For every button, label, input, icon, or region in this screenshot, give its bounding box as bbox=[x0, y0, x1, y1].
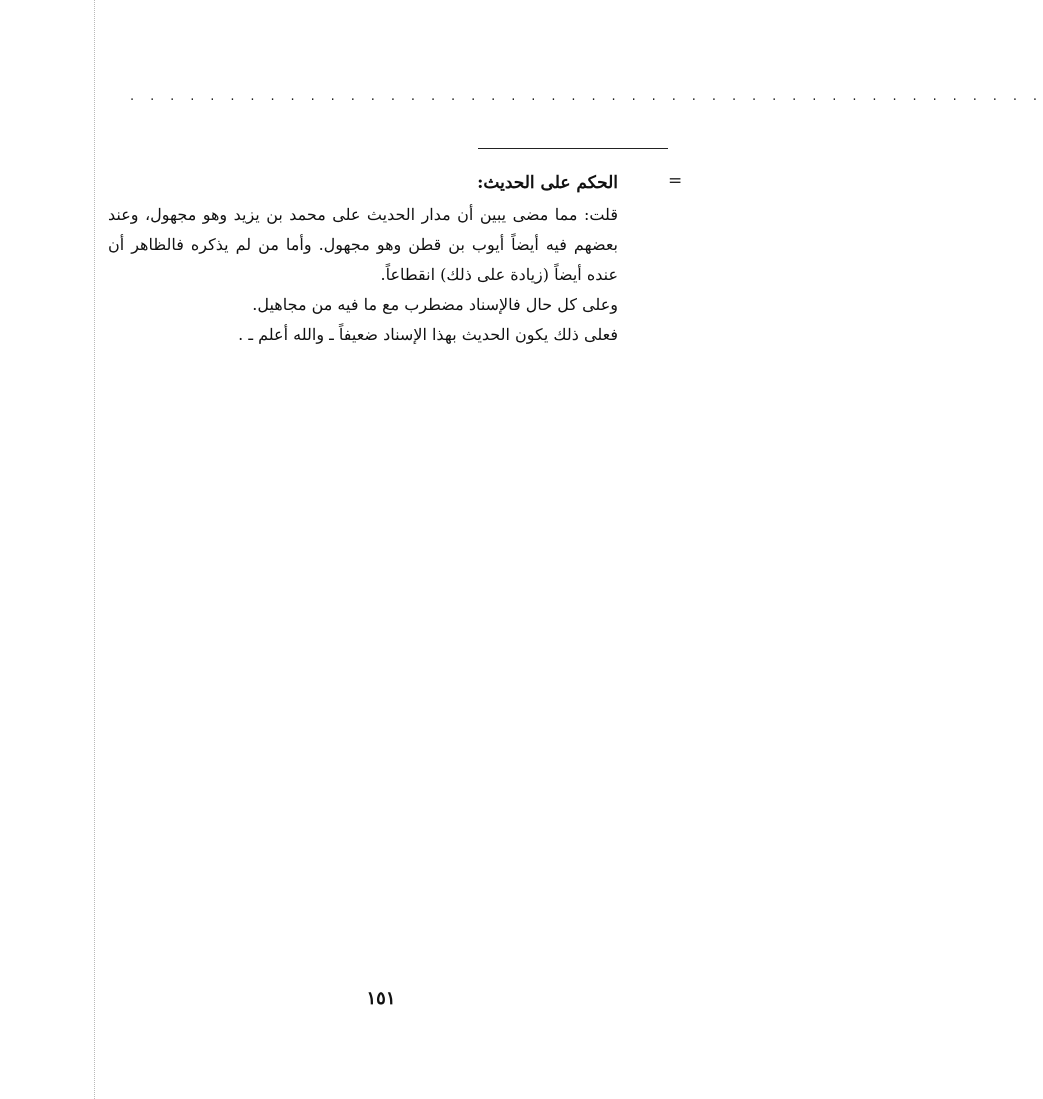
dot-leader: . . . . . . . . . . . . . . . . . . . . . . . . . . . . . . . . . . . . . . . . . . . . . . bbox=[130, 89, 1043, 104]
paragraph-line-1: قلت: مما مضى يبين أن مدار الحديث على محمد بن يزيد وهو مجهول، وعند bbox=[108, 205, 618, 224]
paragraph-line-4: وعلى كل حال فالإسناد مضطرب مع ما فيه من مجاهيل. bbox=[252, 295, 618, 314]
paragraph-line-2: بعضهم فيه أيضاً أيوب بن قطن وهو مجهول. وأما من لم يذكره فالظاهر أن bbox=[108, 235, 618, 254]
separator-rule bbox=[478, 148, 668, 149]
margin-equals-mark: = bbox=[668, 171, 683, 191]
section-heading: الحكم على الحديث: bbox=[477, 173, 618, 193]
paragraph-line-3: عنده أيضاً (زيادة على ذلك) انقطاعاً. bbox=[380, 265, 618, 284]
section-text-block bbox=[108, 166, 618, 350]
binding-margin-line bbox=[94, 0, 95, 1099]
paragraph-line-5: فعلى ذلك يكون الحديث بهذا الإسناد ضعيفاً ـ والله أعلم ـ . bbox=[238, 325, 618, 344]
page-number: ١٥١ bbox=[366, 988, 396, 1009]
